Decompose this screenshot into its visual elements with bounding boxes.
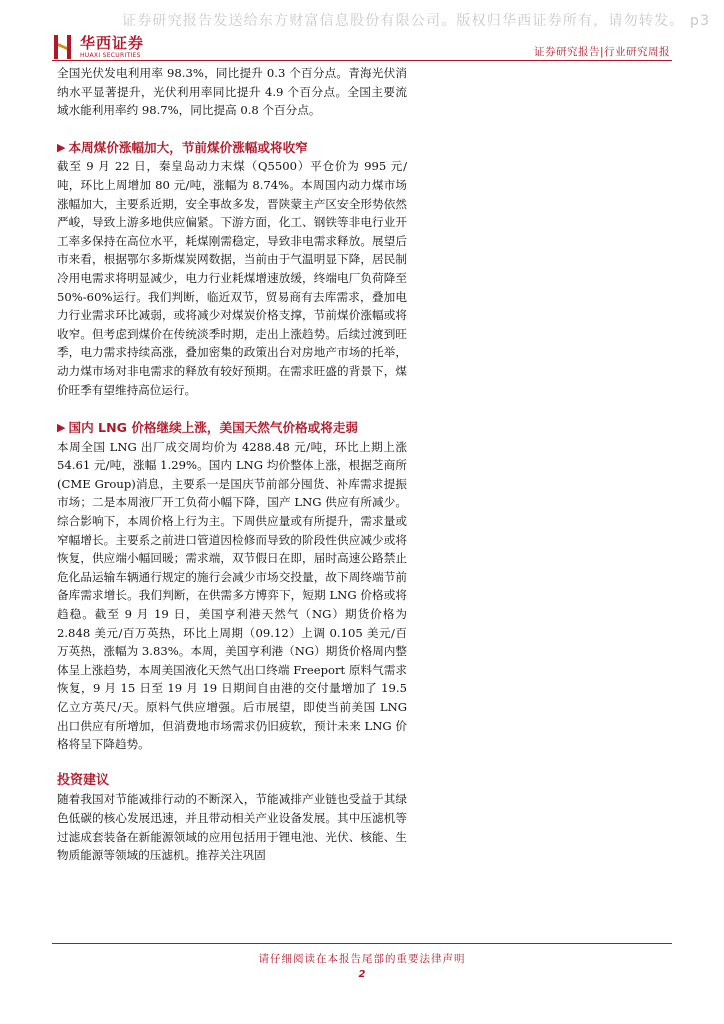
section-heading-investment: 投资建议 — [57, 772, 110, 788]
watermark-text: 证券研究报告发送给东方财富信息股份有限公司。版权归华西证券所有，请勿转发。 p3 — [122, 13, 711, 29]
report-body — [57, 64, 407, 865]
section-heading-coal — [57, 139, 407, 158]
lng-paragraph: 本周全国 LNG 出厂成交周均价为 4288.48 元/吨，环比上期上涨 54.61 元/吨，涨幅 1.29%。国内 LNG 均价整体上涨，根据芝商所 (CME Group)消息，主要系一是国庆节前部分囤货、补库需求提振市场；二是本周液厂开工负荷小幅下降，国产 LNG 供应有所减少。综合影响下，本周价格上行为主。下周供应量或有所提升，需求量或窄幅增长。主要系之前进口管道因检修而导致的阶段性供应减少或将恢复，供应端小幅回暖；需求端，双节假日在即，届时高速公路禁止危化品运输车辆通行规定的施行会减少市场交投量，故下周终端节前备库需求增长。我们判断，在供需多方博弈下，短期 LNG 价格或将趋稳。截至 9 月 19 日，美国亨利港天然气（NG）期货价格为 2.848 美元/百万英热，环比上周期（09.12）上调 0.105 美元/百万英热，涨幅为 3.83%。本周，美国亨利港（NG）期货价格周内整体呈上涨趋势，本周美国液化天然气出口终端 Freeport 原料气需求恢复，9 月 15 日至 19 月 19 日期间自由港的交付量增加了 19.5 亿立方英尺/天。原料气供应增强。后市展望，即使当前美国 LNG 出口供应有所增加，但消费地市场需求仍旧疲软，预计未来 LNG 价格将呈下降趋势。 — [57, 439, 407, 752]
footer-divider — [52, 943, 672, 944]
section-heading-lng — [57, 419, 407, 438]
investment-paragraph: 随着我国对节能减排行动的不断深入，节能减排产业链也受益于其绿色低碳的核心发展迅速，并且带动相关产业设备发展。其中压滤机等过滤成套装备在新能源领域的应用包括用于锂电池、光伏、核能、生物质能源等领域的压滤机。推荐关注巩固 — [57, 792, 407, 863]
logo-chinese-name: 华西证券 — [80, 33, 145, 52]
page-number: 2 — [358, 969, 366, 980]
report-type-label: 证券研究报告|行业研究周报 — [533, 46, 670, 58]
triangle-bullet-icon: ▶ — [57, 140, 66, 154]
intro-paragraph: 全国光伏发电利用率 98.3%，同比提升 0.3 个百分点。青海光伏消纳水平显著提升，光伏利用率同比提升 4.9 个百分点。全国主要流域水能利用率约 98.7%，同比提高 0.8 个百分点。 — [57, 66, 407, 118]
huaxi-logo-icon — [52, 34, 74, 60]
triangle-bullet-icon: ▶ — [57, 421, 66, 435]
header-divider — [52, 60, 672, 61]
logo-english-name: HUAXI SECURITIES — [80, 51, 141, 59]
section-heading-lng-text: 国内 LNG 价格继续上涨，美国天然气价格或将走弱 — [68, 420, 359, 436]
legal-notice: 请仔细阅读在本报告尾部的重要法律声明 — [258, 953, 466, 965]
coal-paragraph: 截至 9 月 22 日，秦皇岛动力末煤（Q5500）平仓价为 995 元/吨，环比上周增加 80 元/吨，涨幅为 8.74%。本周国内动力煤市场涨幅加大，主要系近期，安全事故多发，晋陕蒙主产区安全形势依然严峻，导致上游多地供应偏紧。下游方面，化工、钢铁等非电行业开工率多保持在高位水平，耗煤刚需稳定，导致非电需求释放。展望后市来看，根据鄂尔多斯煤炭网数据，当前由于气温明显下降，居民制冷用电需求将明显减少，电力行业耗煤增速放缓，终端电厂负荷降至 50%-60%运行。我们判断，临近双节，贸易商有去库需求，叠加电力行业需求环比减弱，或将减少对煤炭价格支撑，节前煤价涨幅或将收窄。但考虑到煤价在传统淡季时期，走出上涨趋势。后续过渡到旺季，电力需求持续高涨，叠加密集的政策出台对房地产市场的托举，动力煤市场对非电需求的释放有较好预期。在需求旺盛的背景下，煤价旺季有望维持高位运行。 — [57, 159, 407, 397]
company-logo — [52, 34, 144, 60]
section-heading-coal-text: 本周煤价涨幅加大，节前煤价涨幅或将收窄 — [68, 139, 308, 155]
